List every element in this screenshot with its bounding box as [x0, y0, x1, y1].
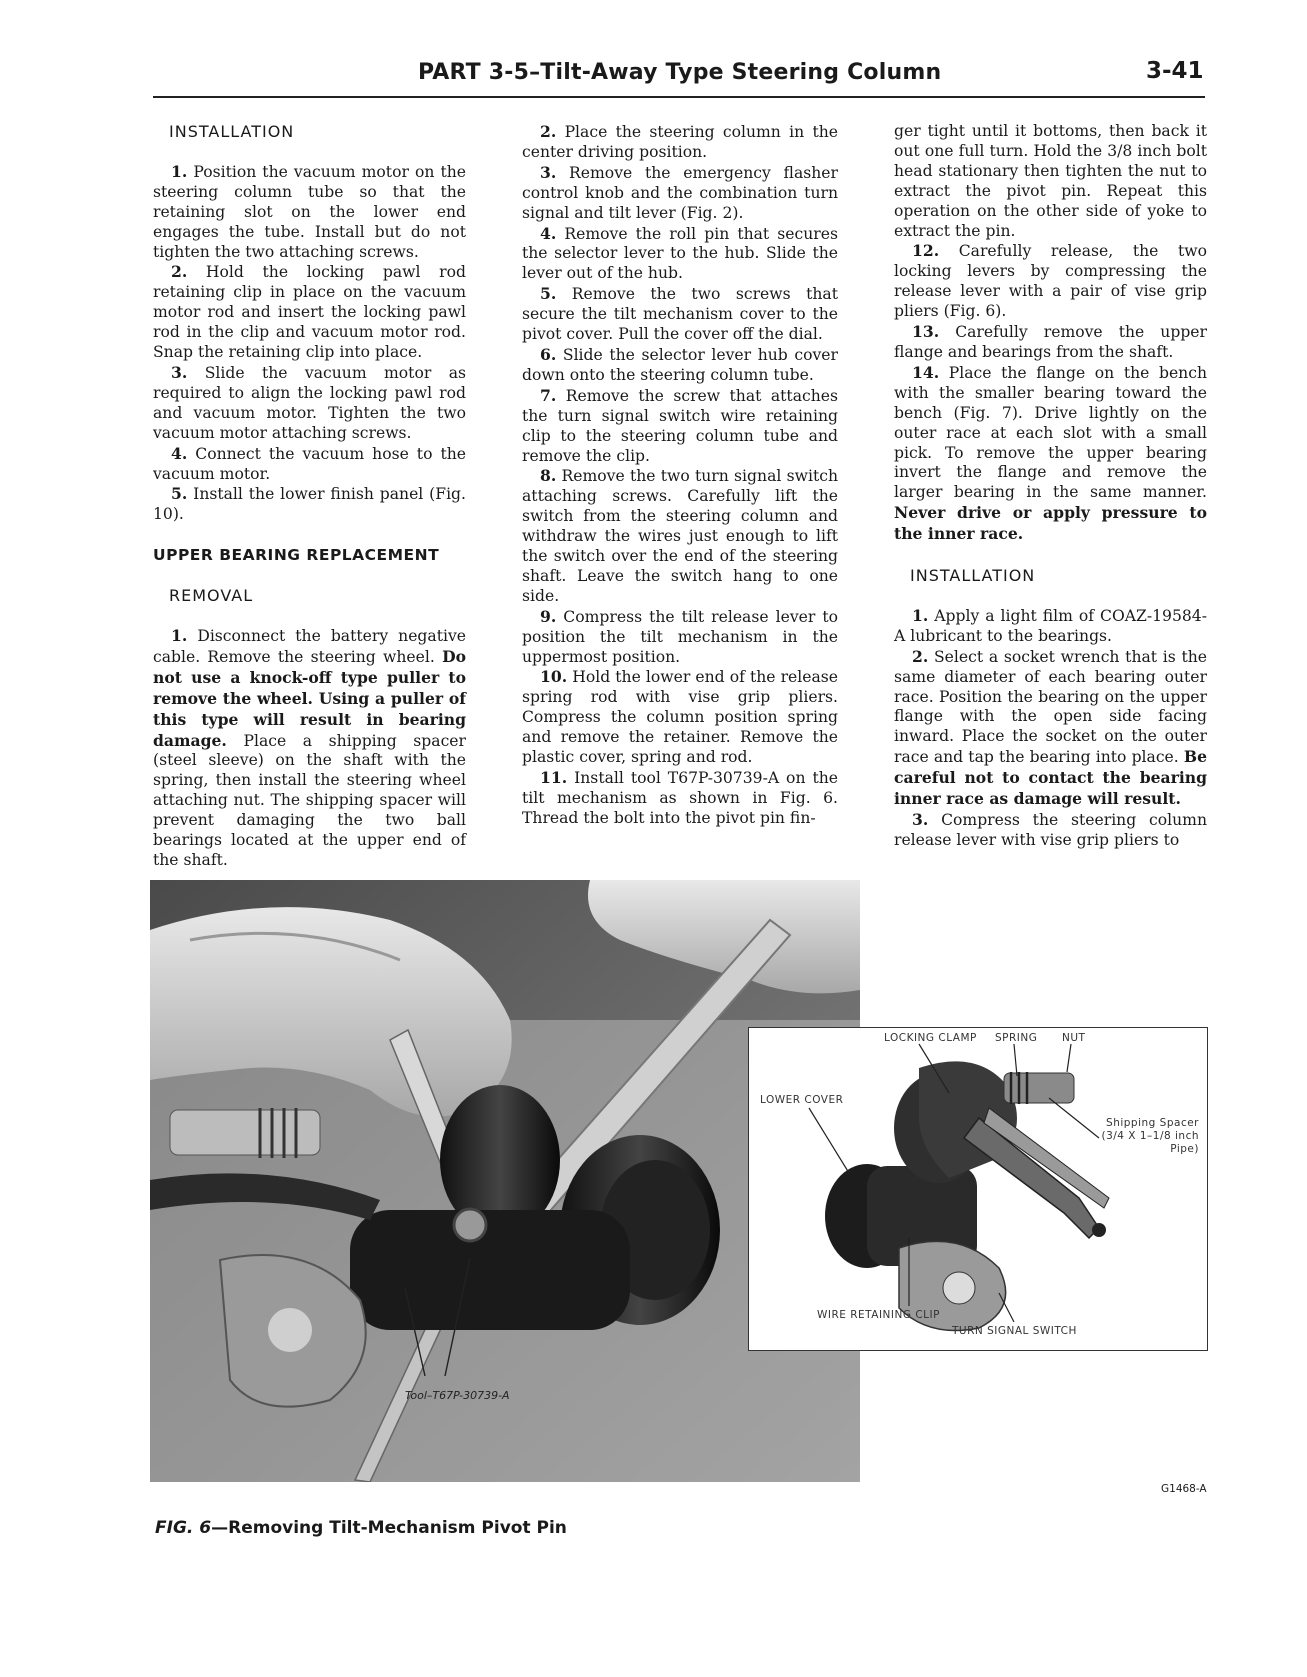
page-number: 3-41: [1146, 58, 1204, 84]
label-wire-retaining-clip: WIRE RETAINING CLIP: [817, 1309, 940, 1321]
paragraph: 6. Slide the selector lever hub cover down onto the steering column tube.: [522, 344, 838, 384]
paragraph: 1. Apply a light film of COAZ-19584-A lubricant to the bearings.: [894, 605, 1207, 645]
paragraph: 4. Remove the roll pin that secures the selector lever to the hub. Slide the lever out of the hub.: [522, 223, 838, 283]
label-shipping-spacer-pipe: Pipe): [1170, 1143, 1199, 1155]
figure-inset: [748, 1027, 1208, 1351]
text-column-1: [153, 122, 466, 871]
paragraph: 2. Select a socket wrench that is the same diameter of each bearing outer race. Position the bearing on the upper flange with the open side facing inward. Place the socket on the outer race and tap the bearing into place. Be careful not to contact the bearing inner race as damage will result.: [894, 646, 1207, 809]
paragraph: 5. Remove the two screws that secure the tilt mechanism cover to the pivot cover. Pull the cover off the dial.: [522, 284, 838, 344]
paragraph: 7. Remove the screw that attaches the turn signal switch wire retaining clip to the steering column tube and remove the clip.: [522, 385, 838, 465]
paragraph: 2. Place the steering column in the center driving position.: [522, 122, 838, 161]
paragraph: 10. Hold the lower end of the release spring rod with vise grip pliers. Compress the column position spring and remove the retainer. Remove the plastic cover, spring and rod.: [522, 667, 838, 767]
heading-installation-2: INSTALLATION: [910, 566, 1036, 586]
paragraph: 9. Compress the tilt release lever to position the tilt mechanism in the uppermost position.: [522, 606, 838, 666]
paragraph: 3. Compress the steering column release lever with vise grip pliers to: [894, 810, 1207, 849]
paragraph: 12. Carefully release, the two locking levers by compressing the release lever with a pair of vise grip pliers (Fig. 6).: [894, 241, 1207, 321]
label-lower-cover: LOWER COVER: [760, 1094, 844, 1106]
paragraph: 1. Position the vacuum motor on the steering column tube so that the retaining slot on the lower end engages the tube. Install but do not tighten the two attaching screws.: [153, 161, 466, 261]
label-shipping-spacer: Shipping Spacer: [1106, 1117, 1199, 1129]
paragraph: 11. Install tool T67P-30739-A on the tilt mechanism as shown in Fig. 6. Thread the bolt into the pivot pin fin-: [522, 768, 838, 827]
paragraph: 13. Carefully remove the upper flange and bearings from the shaft.: [894, 322, 1207, 361]
heading-upper-bearing: UPPER BEARING REPLACEMENT: [153, 546, 440, 565]
label-shipping-spacer-size: (3/4 X 1–1/8 inch: [1101, 1130, 1199, 1142]
figure-caption: FIG. 6—Removing Tilt-Mechanism Pivot Pin: [155, 1518, 567, 1538]
label-spring: SPRING: [995, 1032, 1038, 1044]
paragraph: 1. Disconnect the battery negative cable. Remove the steering wheel. Do not use a knock-off type puller to remove the wheel. Using a puller of this type will result in bearing damage. Place a shipping spacer (steel sleeve) on the shaft with the spring, then install the steering wheel attaching nut. The shipping spacer will prevent damaging the two ball bearings located at the upper end of the shaft.: [153, 626, 466, 869]
text-column-2: [522, 122, 838, 829]
paragraph: 2. Hold the locking pawl rod retaining clip in place on the vacuum motor rod and insert the locking pawl rod in the clip and vacuum motor rod. Snap the retaining clip into place.: [153, 262, 466, 362]
inset-illustration: [749, 1028, 1207, 1350]
page-header-title: PART 3-5–Tilt-Away Type Steering Column: [418, 60, 942, 85]
header-rule: [153, 96, 1205, 98]
label-locking-clamp: LOCKING CLAMP: [884, 1032, 977, 1044]
paragraph: 14. Place the flange on the bench with the smaller bearing toward the bench (Fig. 7). Drive lightly on the outer race at each slot with a small pick. To remove the upper bearing invert the flange and remove the larger bearing in the same manner. Never drive or apply pressure to the inner race.: [894, 362, 1207, 544]
paragraph: 5. Install the lower finish panel (Fig. 10).: [153, 484, 466, 524]
tool-label: Tool–T67P-30739-A: [405, 1389, 510, 1402]
paragraph: 8. Remove the two turn signal switch attaching screws. Carefully lift the switch from the steering column and withdraw the wires just enough to lift the switch over the end of the steering shaft. Leave the switch hang to one side.: [522, 466, 838, 605]
paragraph: 4. Connect the vacuum hose to the vacuum motor.: [153, 443, 466, 483]
label-turn-signal-switch: TURN SIGNAL SWITCH: [952, 1325, 1077, 1337]
text-column-3: [894, 122, 1207, 851]
heading-installation: INSTALLATION: [169, 122, 295, 141]
label-nut: NUT: [1062, 1032, 1086, 1044]
paragraph: 3. Remove the emergency flasher control knob and the combination turn signal and tilt lever (Fig. 2).: [522, 162, 838, 222]
heading-removal: REMOVAL: [169, 586, 254, 606]
figure-code: G1468-A: [1161, 1483, 1207, 1495]
paragraph: 3. Slide the vacuum motor as required to align the locking pawl rod and vacuum motor. Tighten the two vacuum motor attaching screws.: [153, 362, 466, 442]
paragraph: ger tight until it bottoms, then back it out one full turn. Hold the 3/8 inch bolt head stationary then tighten the nut to extract the pivot pin. Repeat this operation on the other side of yoke to extract the pin.: [894, 122, 1207, 240]
